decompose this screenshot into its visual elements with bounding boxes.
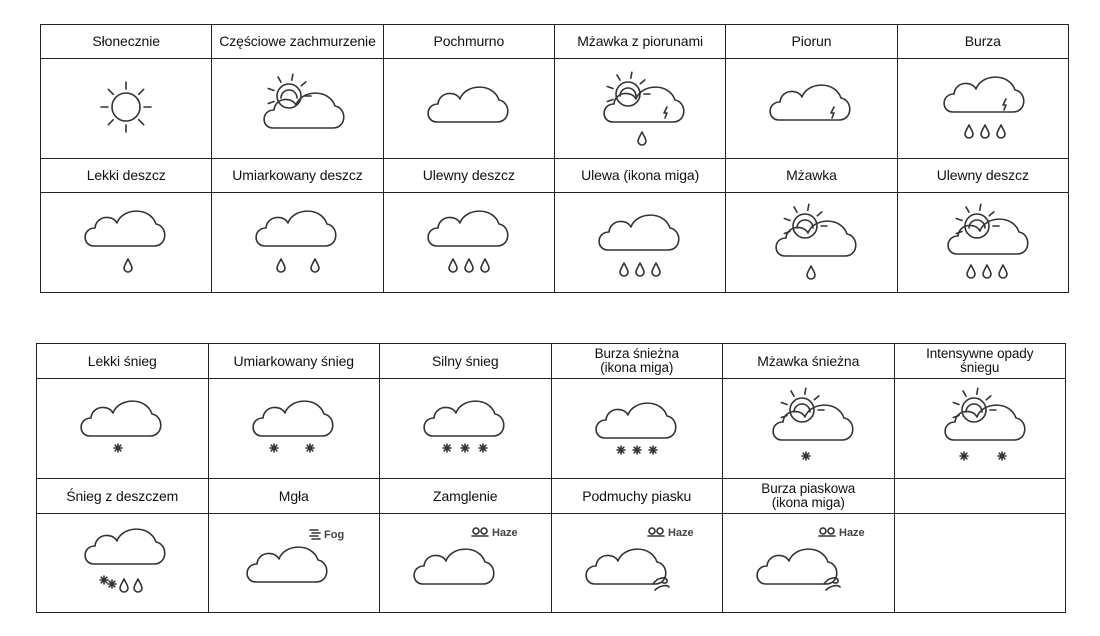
snowflake	[114, 444, 122, 452]
header-cell: Lekki śnieg	[37, 344, 209, 379]
sun-ray	[782, 402, 788, 404]
moderate-snow-icon	[244, 384, 344, 474]
haze-badge	[819, 527, 865, 539]
raindrop	[311, 259, 319, 272]
raindrop	[983, 265, 991, 278]
cloud-shape	[253, 401, 333, 436]
cloud-shape	[944, 77, 1024, 112]
icon-cell	[37, 379, 209, 479]
sun-ray	[139, 119, 144, 124]
fog-badge	[310, 529, 344, 541]
cloud-shape	[945, 405, 1025, 440]
header-cell: Ulewa (ikona miga)	[555, 159, 726, 193]
sun-ray	[278, 76, 281, 81]
cloud-shape	[596, 403, 676, 438]
blowing-sand-icon	[587, 518, 694, 608]
cloud-shape	[599, 215, 679, 250]
partly-cloudy-icon	[247, 64, 347, 154]
raindrop	[807, 266, 815, 279]
storm-icon	[933, 64, 1033, 154]
fog-icon	[244, 518, 344, 608]
snowflake	[998, 452, 1006, 460]
moderate-rain-icon	[247, 198, 347, 288]
sun-ray	[989, 211, 994, 215]
haze-icon	[415, 518, 518, 608]
snowflake	[461, 444, 469, 452]
cloud-shape	[265, 93, 345, 128]
snowflake	[633, 446, 641, 454]
icon-cell	[384, 59, 555, 159]
icon-cell	[552, 514, 724, 613]
sun-ray	[292, 74, 293, 80]
icon-cell	[555, 59, 726, 159]
cloud-shape	[757, 549, 837, 584]
icon-cell	[212, 59, 383, 159]
haze-dot	[649, 528, 655, 534]
header-cell: Pochmurno	[384, 25, 555, 59]
header-cell: Burza śnieżna (ikona miga)	[552, 344, 724, 379]
haze-dot	[481, 528, 487, 534]
raindrop	[999, 265, 1007, 278]
drizzle-thunder-icon	[590, 64, 690, 154]
cloud-shape	[414, 549, 494, 584]
sun-ray	[269, 101, 275, 103]
snowflake	[617, 446, 625, 454]
raindrop	[967, 265, 975, 278]
lightning-bolt	[664, 107, 667, 118]
weather-icons-table-2	[36, 343, 1066, 613]
haze-badge	[472, 527, 518, 539]
sun-ray	[607, 86, 613, 88]
raindrop	[965, 125, 973, 138]
sun-ray	[980, 204, 981, 210]
sun-ray	[785, 218, 791, 220]
header-cell: Ulewny deszcz	[384, 159, 555, 193]
raindrop	[120, 579, 128, 592]
sun-ray	[966, 206, 969, 211]
heavy-rain-sun-icon	[933, 198, 1033, 288]
icon-cell	[212, 193, 383, 293]
cloud-icon	[419, 64, 519, 154]
cloud-shape	[777, 221, 857, 256]
icon-cell	[898, 59, 1069, 159]
raindrop	[981, 125, 989, 138]
haze-badge-label: Haze	[492, 527, 518, 539]
icon-cell	[384, 193, 555, 293]
sun-ray	[808, 204, 809, 210]
icon-cell	[380, 514, 552, 613]
icon-cell	[209, 379, 381, 479]
icon-cell	[380, 379, 552, 479]
lightning-bolt	[831, 107, 834, 118]
cloud-shape	[85, 529, 165, 564]
icon-cell	[37, 514, 209, 613]
haze-dot	[473, 528, 479, 534]
header-cell: Umiarkowany deszcz	[212, 159, 383, 193]
icon-cell	[723, 514, 895, 613]
snowflake	[802, 452, 810, 460]
cloud-shape	[81, 401, 161, 436]
cloud-shape	[424, 401, 504, 436]
sandstorm-icon	[758, 518, 865, 608]
icon-cell	[555, 193, 726, 293]
intense-snow-icon	[930, 384, 1030, 474]
snowflake	[306, 444, 314, 452]
raindrop	[636, 263, 644, 276]
raindrop	[465, 259, 473, 272]
sun-inner-arc	[281, 90, 297, 98]
sun-ray	[302, 81, 307, 85]
drizzle-icon	[761, 198, 861, 288]
raindrop	[620, 263, 628, 276]
header-cell: Mżawka z piorunami	[555, 25, 726, 59]
sun-ray	[617, 74, 620, 79]
header-cell: Mżawka	[726, 159, 897, 193]
sun-ray	[963, 390, 966, 395]
sun-ray	[791, 390, 794, 395]
snowflake	[100, 576, 108, 584]
icon-cell	[41, 59, 212, 159]
snowflake	[479, 444, 487, 452]
cloud-shape	[586, 549, 666, 584]
header-cell: Piorun	[726, 25, 897, 59]
snowflake	[270, 444, 278, 452]
haze-badge-label: Haze	[839, 527, 865, 539]
empty-icon-cell	[895, 514, 1067, 613]
header-cell: Mżawka śnieżna	[723, 344, 895, 379]
cloud-shape	[773, 405, 853, 440]
icon-cell	[209, 514, 381, 613]
header-cell: Umiarkowany śnieg	[209, 344, 381, 379]
lightning-bolt	[1003, 99, 1006, 110]
header-cell: Ulewny deszcz	[898, 159, 1069, 193]
heavy-snow-icon	[415, 384, 515, 474]
header-cell: Słonecznie	[41, 25, 212, 59]
light-rain-icon	[76, 198, 176, 288]
haze-badge	[648, 527, 694, 539]
snowflake	[960, 452, 968, 460]
empty-header-cell	[895, 479, 1067, 514]
sun-ray	[956, 218, 962, 220]
sun-ray	[108, 119, 113, 124]
sun-ray	[977, 388, 978, 394]
sun-disc	[112, 93, 140, 121]
raindrop	[449, 259, 457, 272]
haze-badge-label: Haze	[667, 527, 694, 539]
icon-cell	[726, 193, 897, 293]
header-cell: Intensywne opady śniegu	[895, 344, 1067, 379]
header-cell: Burza piaskowa (ikona miga)	[723, 479, 895, 514]
cloud-shape	[85, 211, 165, 246]
sun-ray	[640, 79, 645, 83]
raindrop	[997, 125, 1005, 138]
header-cell: Podmuchy piasku	[552, 479, 724, 514]
header-cell: Częściowe zachmurzenie	[212, 25, 383, 59]
sun-ray	[794, 206, 797, 211]
raindrop	[277, 259, 285, 272]
cloud-shape	[771, 85, 851, 120]
sun-inner-arc	[620, 88, 636, 96]
icon-cell	[41, 193, 212, 293]
cloud-shape	[948, 219, 1028, 254]
icon-cell	[895, 379, 1067, 479]
icon-cell	[726, 59, 897, 159]
header-cell: Mgła	[209, 479, 381, 514]
cloud-shape	[428, 87, 508, 122]
snowstorm-icon	[587, 384, 687, 474]
header-cell: Zamglenie	[380, 479, 552, 514]
sun-ray	[818, 211, 823, 215]
sun-ray	[986, 395, 991, 399]
sun-ray	[805, 388, 806, 394]
sun-ray	[815, 395, 820, 399]
cloud-shape	[247, 547, 327, 582]
snow-drizzle-icon	[758, 384, 858, 474]
snowflake	[443, 444, 451, 452]
haze-dot	[820, 528, 826, 534]
snowflake	[108, 580, 116, 588]
sun-ray	[108, 89, 113, 94]
raindrop	[124, 259, 132, 272]
raindrop	[638, 132, 646, 145]
raindrop	[481, 259, 489, 272]
haze-dot	[828, 528, 834, 534]
fog-badge-label: Fog	[323, 529, 344, 541]
sun-icon	[76, 64, 176, 154]
weather-icons-table-1	[40, 24, 1069, 293]
sun-ray	[139, 89, 144, 94]
cloud-shape	[428, 211, 508, 246]
sun-ray	[953, 402, 959, 404]
heavy-rain-icon	[419, 198, 519, 288]
header-cell: Śnieg z deszczem	[37, 479, 209, 514]
header-cell: Lekki deszcz	[41, 159, 212, 193]
cloud-shape	[257, 211, 337, 246]
sun-ray	[607, 99, 613, 101]
downpour-icon	[590, 198, 690, 288]
sun-ray	[269, 88, 275, 90]
icon-cell	[898, 193, 1069, 293]
raindrop	[652, 263, 660, 276]
snowflake	[649, 446, 657, 454]
icon-cell	[723, 379, 895, 479]
icon-cell	[552, 379, 724, 479]
header-cell: Burza	[898, 25, 1069, 59]
haze-dot	[657, 528, 663, 534]
sleet-icon	[72, 518, 172, 608]
header-cell: Silny śnieg	[380, 344, 552, 379]
light-snow-icon	[72, 384, 172, 474]
sun-ray	[631, 72, 632, 78]
raindrop	[134, 579, 142, 592]
lightning-icon	[761, 64, 861, 154]
